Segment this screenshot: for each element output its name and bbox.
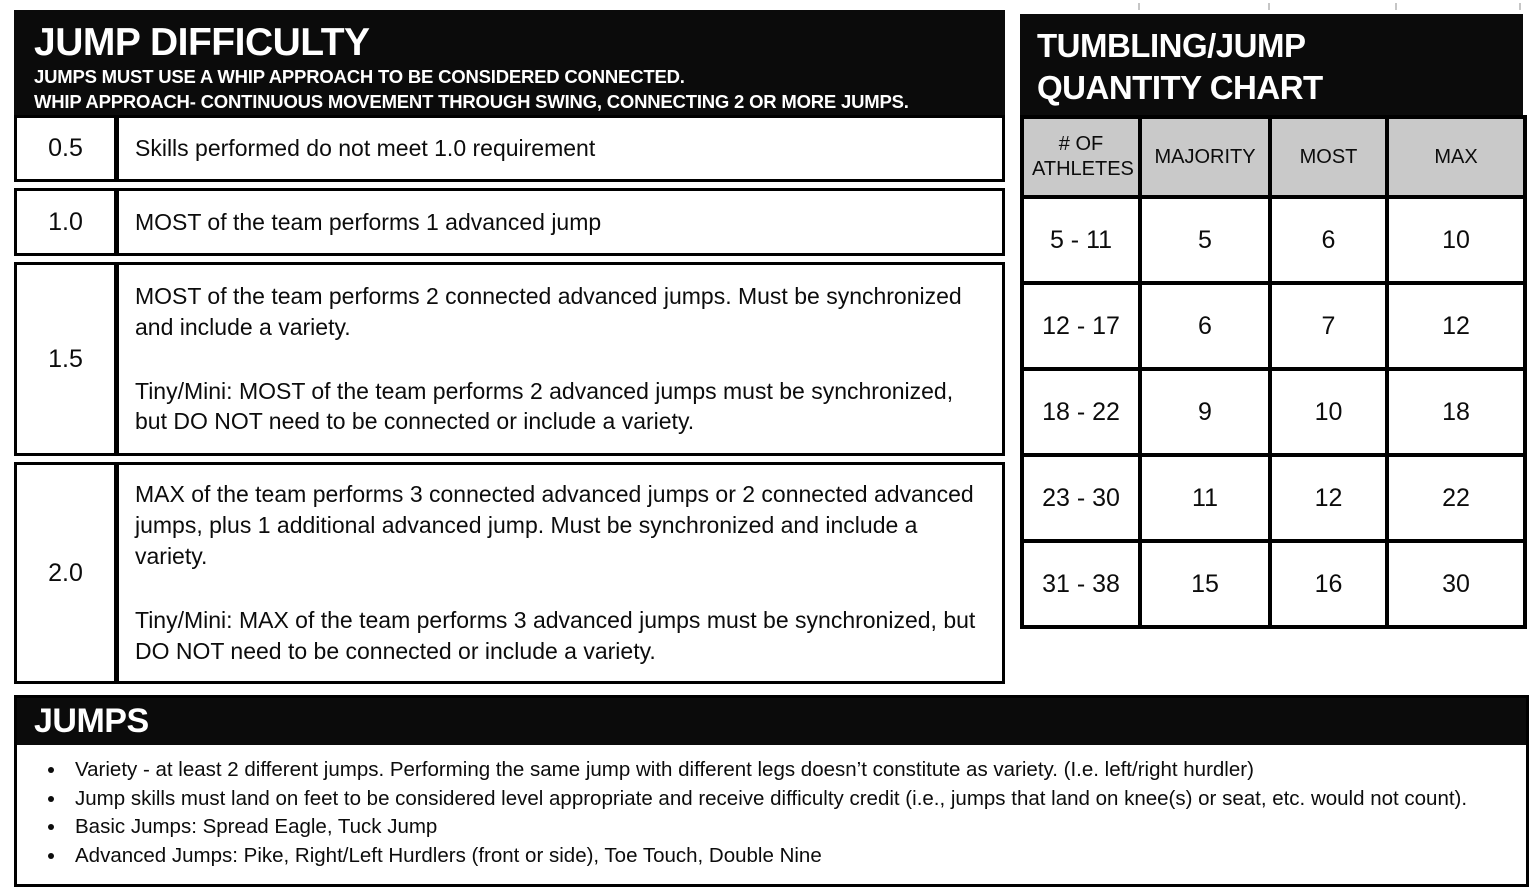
- athletes-range-cell: 5 - 11: [1022, 197, 1140, 283]
- jumps-bullet-land-on-feet: • Jump skills must land on feet to be considered level appropriate and receive difficulty credit (i.e., jumps that land on knee(s) or seat, etc. would not count).: [67, 785, 1510, 814]
- difficulty-row-2-0: [14, 462, 1005, 684]
- jump-difficulty-subtitle-2: WHIP APPROACH- CONTINUOUS MOVEMENT THROUGH SWING, CONNECTING 2 OR MORE JUMPS.: [34, 91, 909, 113]
- table-row: [1022, 283, 1525, 369]
- quantity-chart-header-row: [1022, 117, 1525, 197]
- athletes-range-cell: 12 - 17: [1022, 283, 1140, 369]
- top-section: [14, 10, 1536, 684]
- jumps-header-band: [17, 698, 1526, 745]
- majority-cell: 11: [1140, 455, 1270, 541]
- difficulty-description: [119, 191, 1002, 253]
- max-cell: 22: [1387, 455, 1525, 541]
- jumps-panel: [14, 695, 1529, 887]
- quantity-chart-title-line-2: QUANTITY CHART: [1037, 68, 1323, 106]
- scan-artifact-line: [1395, 3, 1397, 10]
- column-header-most: MOST: [1270, 117, 1387, 197]
- most-cell: 10: [1270, 369, 1387, 455]
- most-cell: 6: [1270, 197, 1387, 283]
- difficulty-description: [119, 465, 1002, 681]
- jumps-bullet-basic-jumps: • Basic Jumps: Spread Eagle, Tuck Jump: [67, 813, 1510, 842]
- max-cell: 12: [1387, 283, 1525, 369]
- scan-artifact-line: [1268, 3, 1270, 10]
- jump-difficulty-header-band: [14, 10, 1005, 115]
- difficulty-score: 0.5: [17, 118, 119, 179]
- jump-difficulty-panel: [14, 10, 1005, 684]
- table-row: [1022, 369, 1525, 455]
- max-cell: 18: [1387, 369, 1525, 455]
- column-header-max: MAX: [1387, 117, 1525, 197]
- most-cell: 16: [1270, 541, 1387, 627]
- jump-difficulty-title: JUMP DIFFICULTY: [34, 21, 370, 64]
- quantity-chart-header-band: [1020, 14, 1523, 115]
- table-row: [1022, 455, 1525, 541]
- most-cell: 12: [1270, 455, 1387, 541]
- difficulty-description: [119, 118, 1002, 179]
- max-cell: 30: [1387, 541, 1525, 627]
- most-cell: 7: [1270, 283, 1387, 369]
- difficulty-description-tiny-mini-text: Tiny/Mini: MAX of the team performs 3 advanced jumps must be synchronized, but DO NOT need to be connected or include a variety.: [135, 606, 976, 664]
- column-header-athletes: # OF ATHLETES: [1022, 117, 1140, 197]
- difficulty-score: 2.0: [17, 465, 119, 681]
- majority-cell: 9: [1140, 369, 1270, 455]
- table-row: [1022, 197, 1525, 283]
- quantity-chart-table: [1020, 115, 1527, 629]
- jump-difficulty-subtitle-1: JUMPS MUST USE A WHIP APPROACH TO BE CONSIDERED CONNECTED.: [34, 66, 685, 87]
- scan-artifact-line: [1138, 3, 1140, 10]
- majority-cell: 6: [1140, 283, 1270, 369]
- athletes-range-cell: 18 - 22: [1022, 369, 1140, 455]
- difficulty-description-text: MAX of the team performs 3 connected advanced jumps or 2 connected advanced jumps, plus 1 additional advanced jump. Must be synchronized and include a variety.: [135, 481, 974, 570]
- difficulty-description: [119, 265, 1002, 453]
- difficulty-row-1-5: [14, 262, 1005, 456]
- difficulty-row-1-0: [14, 188, 1005, 256]
- jumps-bullet-variety: • Variety - at least 2 different jumps. Performing the same jump with different legs doesn’t constitute as variety. (I.e. left/right hurdler): [67, 756, 1510, 785]
- difficulty-score: 1.5: [17, 265, 119, 453]
- column-header-majority: MAJORITY: [1140, 117, 1270, 197]
- difficulty-rows: [14, 115, 1005, 684]
- scan-artifact-line: [1519, 3, 1521, 10]
- quantity-chart-panel: [1020, 14, 1523, 629]
- difficulty-description-text: MOST of the team performs 1 advanced jump: [135, 208, 602, 235]
- jumps-title: JUMPS: [34, 702, 149, 740]
- athletes-range-cell: 23 - 30: [1022, 455, 1140, 541]
- max-cell: 10: [1387, 197, 1525, 283]
- difficulty-description-tiny-mini-text: Tiny/Mini: MOST of the team performs 2 advanced jumps must be synchronized, but DO NOT need to be connected or include a variety.: [135, 377, 954, 435]
- jumps-content: [17, 745, 1526, 884]
- majority-cell: 5: [1140, 197, 1270, 283]
- difficulty-row-0-5: [14, 115, 1005, 182]
- jumps-bullet-advanced-jumps: • Advanced Jumps: Pike, Right/Left Hurdlers (front or side), Toe Touch, Double Nine: [67, 842, 1510, 871]
- difficulty-score: 1.0: [17, 191, 119, 253]
- difficulty-description-text: MOST of the team performs 2 connected advanced jumps. Must be synchronized and include a variety.: [135, 282, 962, 340]
- quantity-chart-title-line-1: TUMBLING/JUMP: [1037, 27, 1306, 64]
- table-row: [1022, 541, 1525, 627]
- majority-cell: 15: [1140, 541, 1270, 627]
- athletes-range-cell: 31 - 38: [1022, 541, 1140, 627]
- difficulty-description-text: Skills performed do not meet 1.0 requirement: [135, 135, 596, 162]
- jumps-bullet-list: [43, 756, 1510, 870]
